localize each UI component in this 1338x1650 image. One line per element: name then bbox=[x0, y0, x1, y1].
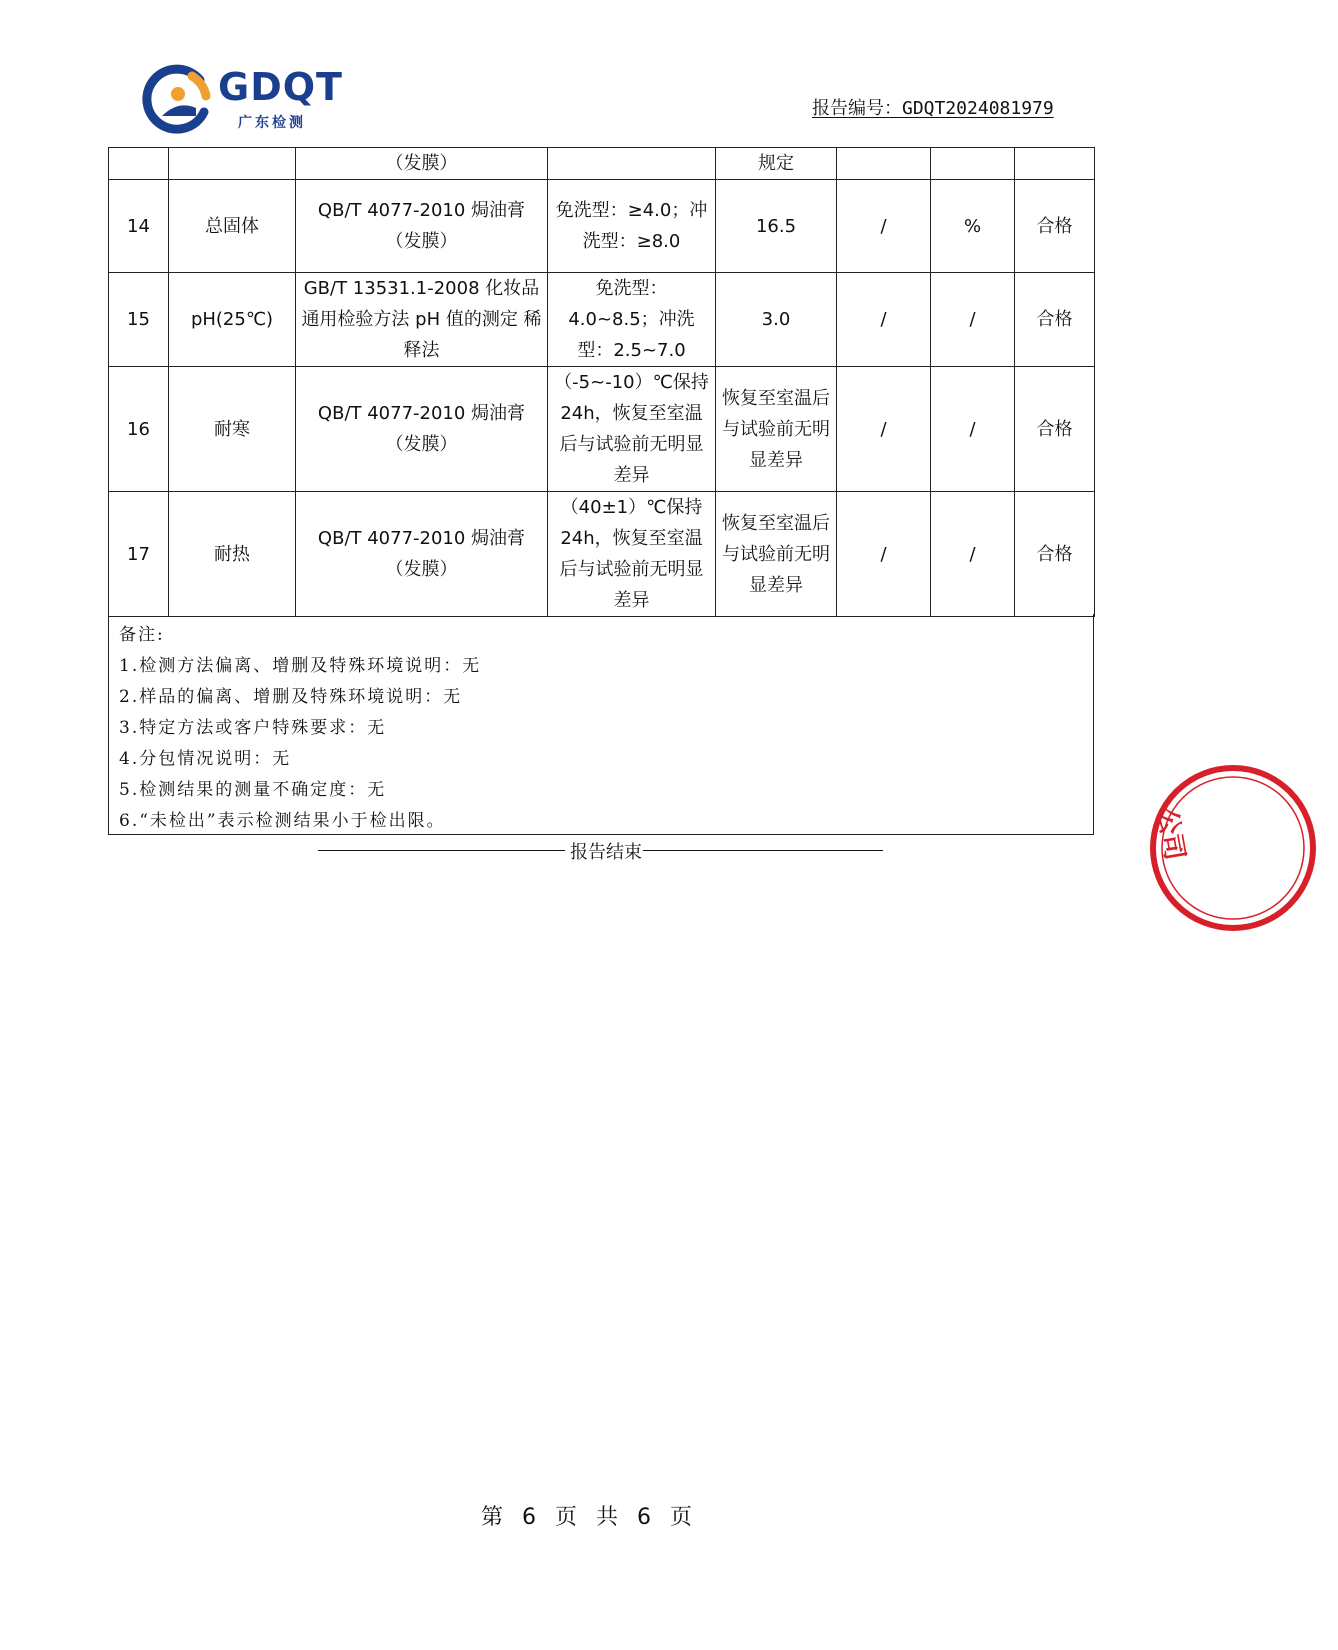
cell-requirement bbox=[548, 148, 716, 180]
cell-item bbox=[169, 148, 296, 180]
cell-col6: / bbox=[837, 180, 931, 273]
cell-requirement: 免洗型：≥4.0；冲洗型：≥8.0 bbox=[548, 180, 716, 273]
cell-requirement: （-5~-10）℃保持 24h，恢复至室温后与试验前无明显差异 bbox=[548, 367, 716, 492]
table-row bbox=[109, 273, 1095, 367]
cell-no: 16 bbox=[109, 367, 169, 492]
remarks-title: 备注: bbox=[119, 625, 165, 645]
cell-col8: 合格 bbox=[1015, 367, 1095, 492]
remark-item: 3.特定方法或客户特殊要求：无 bbox=[119, 718, 387, 738]
cell-col6: / bbox=[837, 273, 931, 367]
end-rule-right bbox=[643, 850, 883, 851]
report-number-value: GDQT2024081979 bbox=[902, 98, 1054, 119]
table-row bbox=[109, 367, 1095, 492]
company-seal-stamp bbox=[1138, 760, 1338, 935]
cell-col8: 合格 bbox=[1015, 492, 1095, 617]
table-row bbox=[109, 180, 1095, 273]
cell-no bbox=[109, 148, 169, 180]
cell-item: 总固体 bbox=[169, 180, 296, 273]
cell-col7: / bbox=[931, 492, 1015, 617]
logo-brand-text: GDQT bbox=[218, 65, 343, 109]
report-number bbox=[812, 94, 1054, 120]
remark-item: 1.检测方法偏离、增删及特殊环境说明：无 bbox=[119, 656, 482, 676]
cell-item: 耐热 bbox=[169, 492, 296, 617]
cell-col7: / bbox=[931, 367, 1015, 492]
cell-method: QB/T 4077-2010 焗油膏（发膜） bbox=[296, 367, 548, 492]
company-logo bbox=[140, 64, 350, 136]
cell-requirement: （40±1）℃保持 24h，恢复至室温后与试验前无明显差异 bbox=[548, 492, 716, 617]
cell-col7 bbox=[931, 148, 1015, 180]
cell-col7: % bbox=[931, 180, 1015, 273]
cell-col8 bbox=[1015, 148, 1095, 180]
cell-result: 3.0 bbox=[716, 273, 837, 367]
cell-item: 耐寒 bbox=[169, 367, 296, 492]
cell-col6 bbox=[837, 148, 931, 180]
cell-method: （发膜） bbox=[296, 148, 548, 180]
end-rule-left bbox=[318, 850, 565, 851]
cell-no: 15 bbox=[109, 273, 169, 367]
cell-result: 恢复至室温后与试验前无明显差异 bbox=[716, 492, 837, 617]
seal-text: 公司 bbox=[1151, 806, 1190, 863]
remark-item: 5.检测结果的测量不确定度：无 bbox=[119, 780, 387, 800]
cell-requirement: 免洗型：4.0~8.5；冲洗型：2.5~7.0 bbox=[548, 273, 716, 367]
cell-item: pH(25℃) bbox=[169, 273, 296, 367]
cell-method: GB/T 13531.1-2008 化妆品通用检验方法 pH 值的测定 稀释法 bbox=[296, 273, 548, 367]
cell-col6: / bbox=[837, 492, 931, 617]
remark-item: 2.样品的偏离、增删及特殊环境说明：无 bbox=[119, 687, 463, 707]
table-row bbox=[109, 148, 1095, 180]
report-end-text: 报告结束 bbox=[570, 842, 642, 863]
table-row bbox=[109, 492, 1095, 617]
cell-col7: / bbox=[931, 273, 1015, 367]
cell-method: QB/T 4077-2010 焗油膏（发膜） bbox=[296, 492, 548, 617]
remark-item: 4.分包情况说明：无 bbox=[119, 749, 292, 769]
cell-col6: / bbox=[837, 367, 931, 492]
report-number-label: 报告编号： bbox=[812, 98, 902, 119]
cell-col8: 合格 bbox=[1015, 180, 1095, 273]
cell-method: QB/T 4077-2010 焗油膏（发膜） bbox=[296, 180, 548, 273]
page-number: 第 6 页 共 6 页 bbox=[481, 1505, 698, 1530]
report-end-marker bbox=[318, 838, 883, 862]
cell-result: 16.5 bbox=[716, 180, 837, 273]
logo-emblem-icon bbox=[140, 66, 212, 138]
remarks-section bbox=[108, 614, 1094, 835]
cell-no: 17 bbox=[109, 492, 169, 617]
logo-subtitle: 广东检测 bbox=[238, 115, 306, 131]
remark-item: 6.“未检出”表示检测结果小于检出限。 bbox=[119, 811, 446, 831]
cell-result: 规定 bbox=[716, 148, 837, 180]
cell-col8: 合格 bbox=[1015, 273, 1095, 367]
cell-no: 14 bbox=[109, 180, 169, 273]
cell-result: 恢复至室温后与试验前无明显差异 bbox=[716, 367, 837, 492]
test-results-table bbox=[108, 147, 1095, 617]
